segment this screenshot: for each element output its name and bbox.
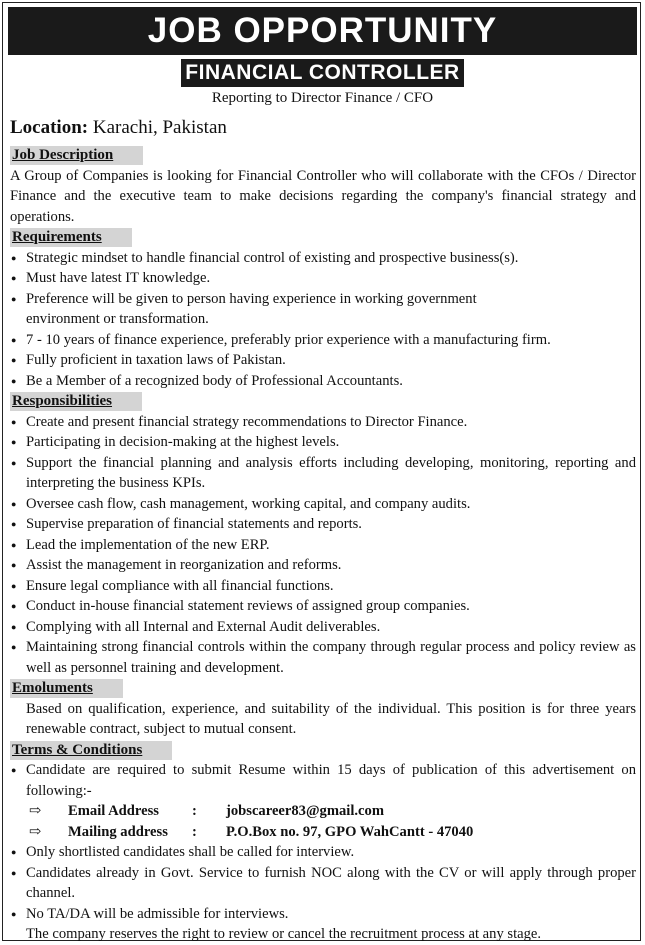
section-heading-job-description: Job Description [10, 146, 143, 165]
list-item: ● Candidate are required to submit Resume within 15 days of publication of this advertisement on following:- [10, 760, 636, 801]
location-label: Location: [10, 117, 89, 138]
section-heading-terms: Terms & Conditions [10, 741, 172, 760]
list-item: ● Complying with all Internal and External Audit deliverables. [10, 617, 636, 638]
mailing-address: P.O.Box no. 97, GPO WahCantt - 47040 [226, 823, 474, 840]
list-item: ● Must have latest IT knowledge. [10, 268, 636, 289]
terms-list-continued [10, 842, 636, 924]
section-heading-requirements: Requirements [10, 228, 132, 247]
list-item: ● Assist the management in reorganization and reforms. [10, 555, 636, 576]
section-heading-emoluments: Emoluments [10, 679, 123, 698]
list-item-text: Preference will be given to person having experience in working government environment or transformation. [26, 290, 477, 327]
list-item: ● Lead the implementation of the new ERP. [10, 535, 636, 556]
list-item: ● Fully proficient in taxation laws of Pakistan. [10, 350, 636, 371]
closing-note: The company reserves the right to review or cancel the recruitment process at any stage. [26, 926, 542, 942]
list-item: ● Be a Member of a recognized body of Professional Accountants. [10, 371, 636, 392]
email-label: Email Address [68, 803, 159, 819]
arrow-right-icon: ⇨ [29, 823, 42, 840]
list-item: ● Participating in decision-making at the highest levels. [10, 432, 636, 453]
section-heading-responsibilities: Responsibilities [10, 392, 142, 411]
list-item: ● Conduct in-house financial statement reviews of assigned group companies. [10, 596, 636, 617]
mailing-label: Mailing address [68, 823, 168, 840]
list-item: ● Supervise preparation of financial statements and reports. [10, 514, 636, 535]
position-title: FINANCIAL CONTROLLER [181, 59, 464, 87]
list-item: ● Oversee cash flow, cash management, working capital, and company audits. [10, 494, 636, 515]
separator: : [192, 803, 197, 819]
advert-body [10, 145, 636, 945]
mailing-row [10, 822, 636, 843]
page-title: JOB OPPORTUNITY [8, 7, 637, 55]
list-item: ● Strategic mindset to handle financial control of existing and prospective business(s). [10, 248, 636, 269]
email-row [10, 801, 636, 822]
emoluments-text: Based on qualification, experience, and suitability of the individual. This position is for three years renewable contract, subject to mutual consent. [26, 700, 636, 737]
arrow-right-icon: ⇨ [29, 803, 42, 819]
email-address: jobscareer83@gmail.com [226, 803, 384, 819]
separator: : [192, 823, 197, 840]
location-value: Karachi, Pakistan [92, 117, 227, 138]
list-item: ● 7 - 10 years of finance experience, preferably prior experience with a manufacturing firm. [10, 330, 636, 351]
location [10, 116, 227, 140]
list-item: ● Candidates already in Govt. Service to furnish NOC along with the CV or will apply through proper channel. [10, 863, 636, 904]
job-description-text: A Group of Companies is looking for Financial Controller who will collaborate with the CFOs / Director Finance and the executive team to make decisions regarding the company's financial strategy and operations. [10, 167, 636, 225]
list-item [10, 289, 636, 330]
responsibilities-list [10, 412, 636, 679]
terms-list [10, 760, 636, 801]
requirements-list [10, 248, 636, 392]
list-item: ● No TA/DA will be admissible for interviews. [10, 904, 636, 925]
reporting-line: Reporting to Director Finance / CFO [211, 90, 434, 106]
list-item: ● Create and present financial strategy recommendations to Director Finance. [10, 412, 636, 433]
list-item: ● Ensure legal compliance with all financial functions. [10, 576, 636, 597]
list-item: ● Only shortlisted candidates shall be called for interview. [10, 842, 636, 863]
list-item: ● Maintaining strong financial controls within the company through regular process and policy review as well as personnel training and development. [10, 637, 636, 678]
list-item: ● Support the financial planning and analysis efforts including developing, monitoring, reporting and interpreting the business KPIs. [10, 453, 636, 494]
